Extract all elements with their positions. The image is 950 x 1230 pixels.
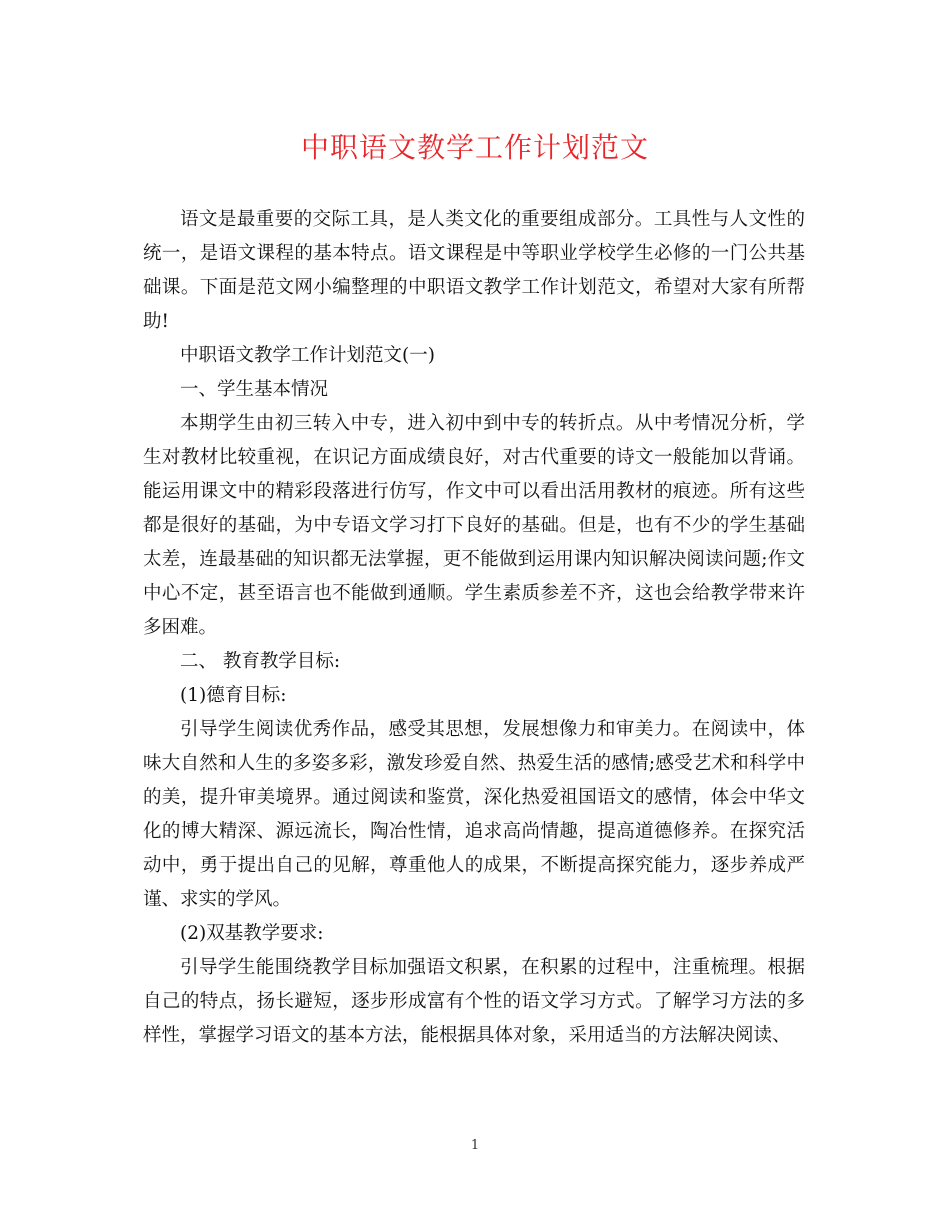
body-paragraph: 引导学生阅读优秀作品，感受其思想，发展想像力和审美力。在阅读中，体味大自然和人生的多姿多彩，激发珍爱自然、热爱生活的感情;感受艺术和科学中的美，提升审美境界。通过阅读和鉴赏，深化热爱祖国语文的感情，体会中华文化的博大精深、源远流长，陶冶性情，追求高尚情趣，提高道德修养。在探究活动中，勇于提出自己的见解，尊重他人的成果，不断提高探究能力，逐步养成严谨、求实的学风。 [143,719,805,910]
intro-paragraph: 语文是最重要的交际工具，是人类文化的重要组成部分。工具性与人文性的统一，是语文课程的基本特点。语文课程是中等职业学校学生必修的一门公共基础课。下面是范文网小编整理的中职语文教学工作计划范文，希望对大家有所帮助! [143,209,805,332]
subsection-heading: 一、学生基本情况 [180,379,329,400]
body-paragraph: 引导学生能围绕教学目标加强语文积累，在积累的过程中，注重梳理。根据自己的特点，扬长避短，逐步形成富有个性的语文学习方式。了解学习方法的多样性，掌握学习语文的基本方法，能根据具体对象，采用适当的方法解决阅读、 [143,957,805,1046]
page-number: 1 [470,1138,480,1153]
document-body [143,203,805,1053]
subsection-heading: 二、 教育教学目标: [180,651,341,672]
item-heading: (1)德育目标: [180,685,287,706]
item-heading: (2)双基教学要求: [180,923,324,944]
section-heading: 中职语文教学工作计划范文(一) [180,345,435,366]
document-title: 中职语文教学工作计划范文 [300,131,649,164]
body-paragraph: 本期学生由初三转入中专，进入初中到中专的转折点。从中考情况分析，学生对教材比较重视，在识记方面成绩良好，对古代重要的诗文一般能加以背诵。能运用课文中的精彩段落进行仿写，作文中可以看出活用教材的痕迹。所有这些都是很好的基础，为中专语文学习打下良好的基础。但是，也有不少的学生基础太差，连最基础的知识都无法掌握，更不能做到运用课内知识解决阅读问题;作文中心不定，甚至语言也不能做到通顺。学生素质参差不齐，这也会给教学带来许多困难。 [143,413,805,638]
